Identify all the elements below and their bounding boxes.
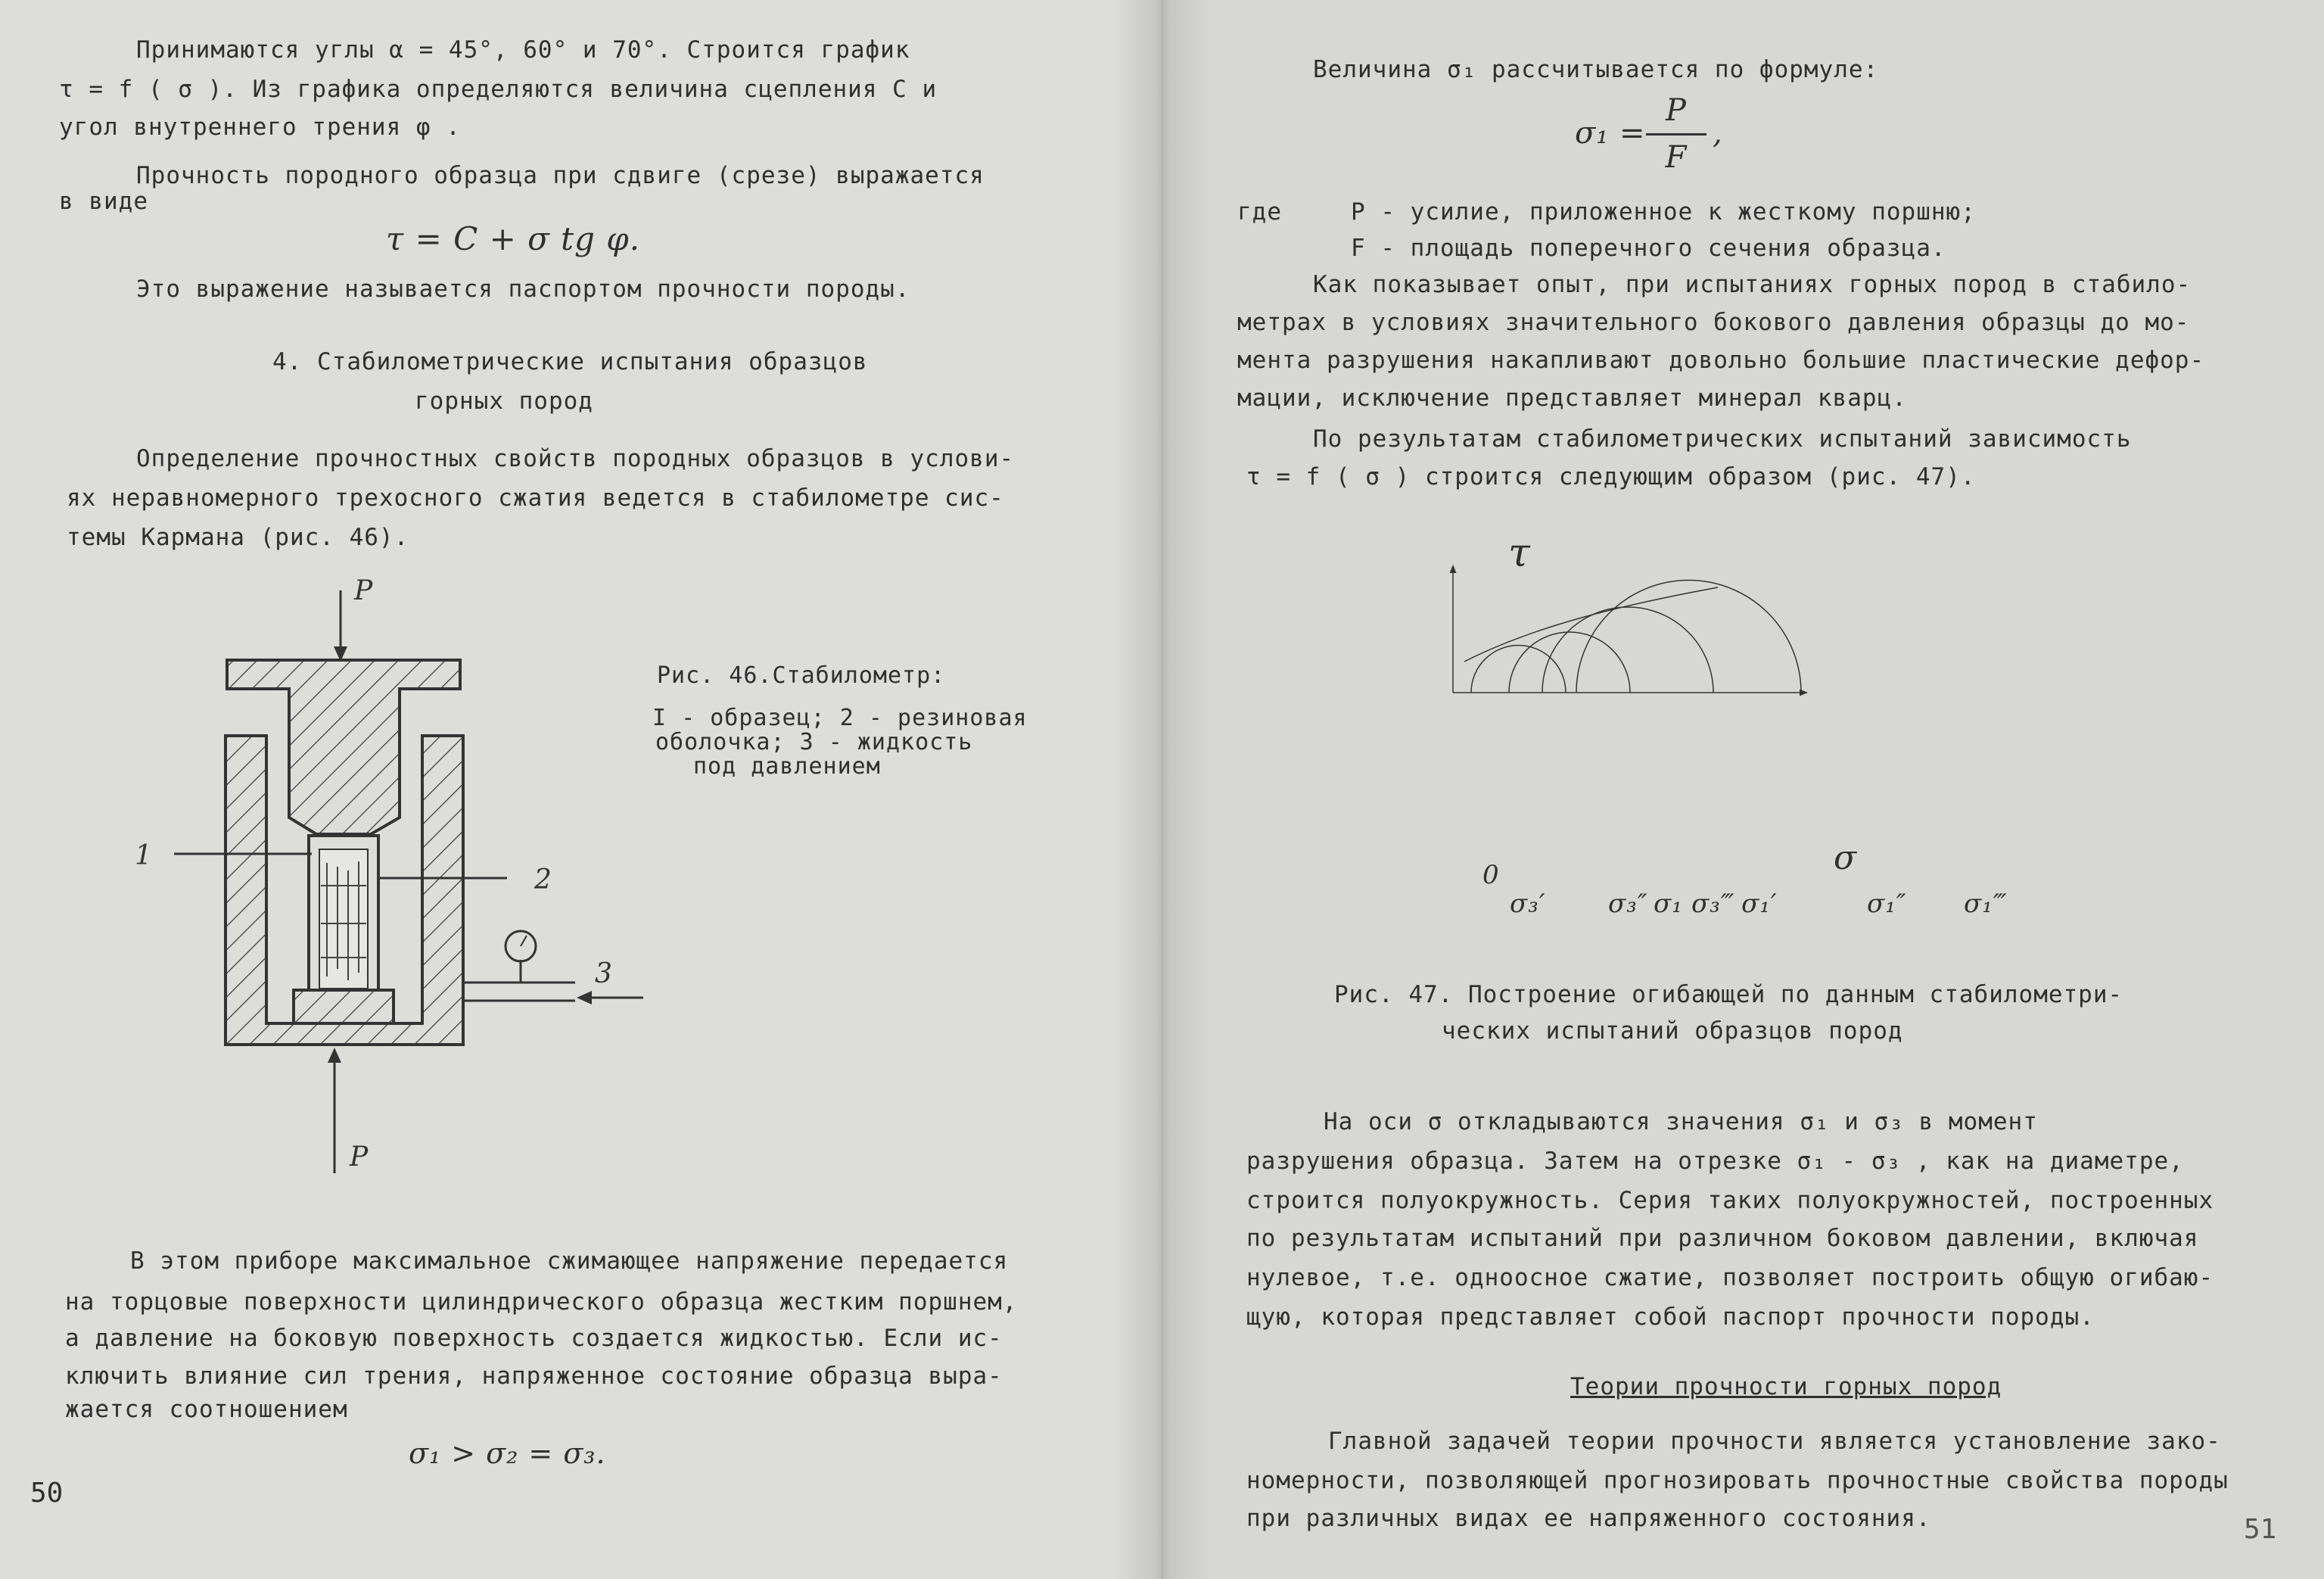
page-number-left: 50 (30, 1478, 64, 1509)
page-number-right: 51 (2244, 1514, 2277, 1545)
para3-line-2: ях неравномерного трехосного сжатия ведется в стабилометре сис- (67, 484, 1004, 512)
fig47-caption-line-1: Рис. 47. Построение огибающей по данным стабилометри- (1334, 981, 2123, 1008)
formula-lhs: σ₁ = (1575, 116, 1646, 151)
fig47-tick-s1-3: σ₁‴ (1964, 889, 2008, 919)
para2-line-1: Прочность породного образца при сдвиге (срезе) выражается (136, 162, 985, 189)
para4-line-5: жается соотношением (65, 1396, 348, 1423)
para2-line-4: мации, исключение представляет минерал кварц. (1237, 385, 1907, 412)
para2-line-1: Как показывает опыт, при испытаниях горных пород в стабило- (1313, 271, 2192, 298)
fig47-tick-s3-3: σ₃‴ (1691, 889, 1735, 919)
label-1: 1 (135, 840, 152, 871)
fig47-tick-s3-1: σ₃′ (1510, 889, 1546, 919)
fig47-tick-s1-1: σ₁′ (1741, 889, 1778, 919)
mohr-circle-4 (1576, 581, 1801, 693)
label-p-bottom: P (350, 1141, 369, 1173)
fig47-tick-s1-a: σ₁ (1654, 889, 1683, 919)
fig46-caption-title: Рис. 46.Стабилометр: (657, 662, 946, 689)
fraction-bar (1646, 133, 1706, 135)
formula-numerator: P (1666, 93, 1687, 128)
book-gutter-shadow (1112, 0, 1211, 1579)
mohr-envelope-figure (1411, 541, 1835, 730)
mohr-circle-2 (1509, 632, 1630, 693)
fig46-caption-line-2: оболочка; 3 - жидкость (655, 729, 973, 755)
formula-denominator: F (1665, 140, 1688, 175)
fig47-sigma-label: σ (1834, 839, 1858, 877)
passport-sentence: Это выражение называется паспортом прочности породы. (136, 276, 910, 303)
intro-line-2: τ = f ( σ ). Из графика определяются величина сцепления C и (59, 76, 938, 103)
para3-line-2: τ = f ( σ ) строится следующим образом (рис. 47). (1246, 463, 1976, 491)
where-word: где (1237, 198, 1282, 226)
fig47-caption-line-2: ческих испытаний образцов пород (1442, 1017, 1903, 1045)
fig47-tau-label: τ (1508, 531, 1531, 576)
fig47-tick-s3-2: σ₃″ (1608, 889, 1648, 919)
para4-line-6: щую, которая представляет собой паспорт прочности породы. (1246, 1303, 2095, 1331)
para4-line-2: на торцовые поверхности цилиндрического образца жестким поршнем, (65, 1288, 1018, 1316)
where-p: P - усилие, приложенное к жесткому поршню; (1351, 198, 1976, 226)
fig47-origin-label: 0 (1482, 860, 1500, 890)
para2-line-2: в виде (59, 188, 148, 215)
intro-line-3: угол внутреннего трения φ . (59, 114, 461, 141)
fig47-tick-s1-2: σ₁″ (1867, 889, 1907, 919)
fig46-caption-line-1: I - образец; 2 - резиновая (652, 705, 1028, 731)
sigma1-intro-line: Величина σ₁ рассчитывается по формуле: (1313, 56, 1879, 83)
para4-line-1: На оси σ откладываются значения σ₁ и σ₃ в момент (1324, 1108, 2038, 1135)
para5-line-1: Главной задачей теории прочности является установление зако- (1328, 1428, 2221, 1455)
para4-line-3: строится полуокружность. Серия таких полуокружностей, построенных (1246, 1187, 2214, 1214)
fluid-pipe (463, 983, 575, 1001)
para4-line-3: а давление на боковую поверхность создается жидкостью. Если ис- (65, 1325, 1003, 1352)
para2-line-2: метрах в условиях значительного бокового давления образцы до мо- (1237, 309, 2190, 336)
bottom-anvil (294, 990, 394, 1023)
section-heading-line-2: горных пород (415, 388, 593, 415)
para4-line-4: ключить влияние сил трения, напряженное состояние образца выра- (65, 1363, 1003, 1390)
stress-relation-formula: σ₁ > σ₂ = σ₃. (409, 1437, 606, 1470)
para3-line-1: Определение прочностных свойств породных образцов в услови- (136, 445, 1015, 472)
para5-line-3: при различных видах ее напряженного состояния. (1246, 1505, 1931, 1532)
right-page (1162, 0, 2324, 1579)
mohr-circle-1 (1471, 646, 1566, 693)
stabilometer-figure (114, 568, 658, 1188)
para4-line-1: В этом приборе максимальное сжимающее напряжение передается (130, 1247, 1009, 1275)
where-f: F - площадь поперечного сечения образца. (1351, 235, 1946, 262)
label-3: 3 (595, 958, 612, 989)
para3-line-1: По результатам стабилометрических испытаний зависимость (1313, 425, 2132, 453)
intro-line-1: Принимаются углы α = 45°, 60° и 70°. Строится график (136, 36, 910, 64)
fig46-caption-line-3: под давлением (693, 753, 881, 780)
section-heading-theories: Теории прочности горных пород (1570, 1373, 2002, 1400)
label-2: 2 (534, 864, 552, 895)
para4-line-5: нулевое, т.е. одноосное сжатие, позволяет построить общую огибаю- (1246, 1264, 2214, 1291)
para5-line-2: номерности, позволяющей прогнозировать прочностные свойства породы (1246, 1467, 2229, 1494)
shear-strength-formula: τ = C + σ tg φ. (386, 220, 641, 257)
formula-comma: , (1713, 116, 1723, 151)
para4-line-4: по результатам испытаний при различном боковом давлении, включая (1246, 1225, 2199, 1252)
para4-line-2: разрушения образца. Затем на отрезке σ₁ - σ₃ , как на диаметре, (1246, 1148, 2184, 1175)
para2-line-3: мента разрушения накапливают довольно большие пластические дефор- (1237, 347, 2205, 374)
para3-line-3: темы Кармана (рис. 46). (67, 524, 409, 551)
section-heading-line-1: 4. Стабилометрические испытания образцов (272, 348, 868, 375)
mohr-circle-3 (1542, 607, 1713, 693)
label-p-top: P (354, 575, 373, 606)
